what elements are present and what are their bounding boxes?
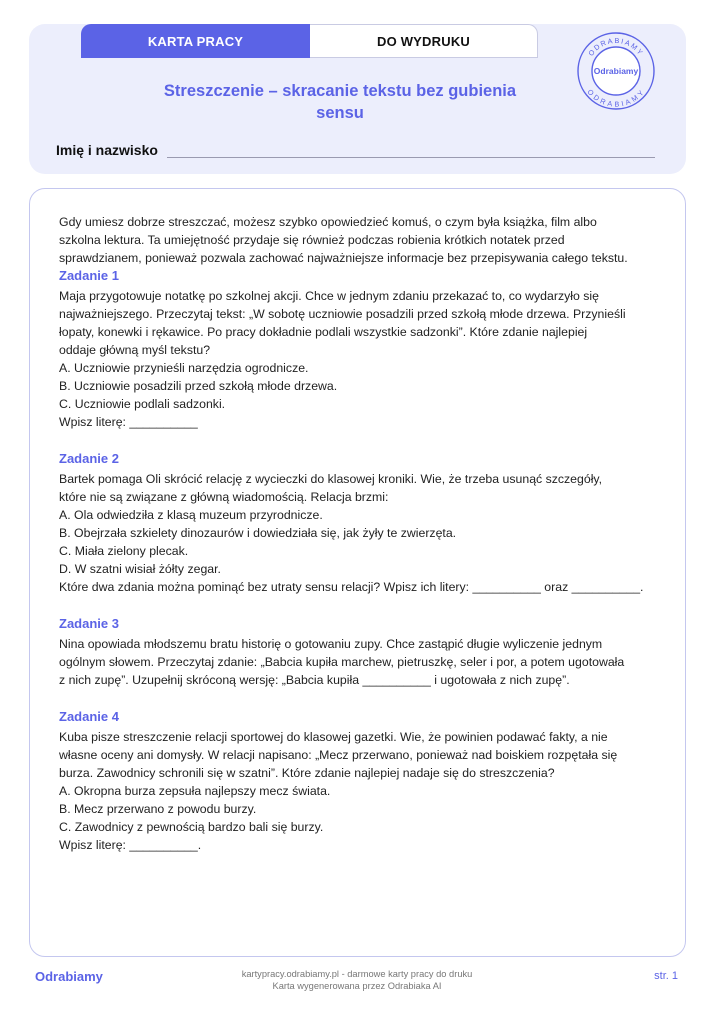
name-input-line[interactable] <box>167 157 655 158</box>
footer-url-text: kartypracy.odrabiamy.pl - darmowe karty pracy do druku <box>241 969 473 979</box>
task-line: łopaty, konewki i rękawice. Po pracy dokładnie podlali wszystkie sadzonki”. Które zdanie najlepiej <box>59 325 588 339</box>
answer-option: D. W szatni wisiał żółty zegar. <box>59 562 221 576</box>
answer-option: B. Mecz przerwano z powodu burzy. <box>59 802 257 816</box>
tab-worksheet[interactable]: KARTA PRACY <box>81 24 310 58</box>
task-line: burza. Zawodnicy schronili się w szatni”. Które zdanie najlepiej nadaje się do streszczenia? <box>59 766 555 780</box>
task-heading: Zadanie 3 <box>59 616 119 631</box>
task-heading: Zadanie 1 <box>59 268 119 283</box>
task-line: własne oceny ani domysły. W relacji napisano: „Mecz przerwano, ponieważ nad boiskiem rozpętała się <box>59 748 618 762</box>
answer-blank[interactable]: Wpisz literę: __________. <box>59 838 202 852</box>
intro-line: sprawdzianem, ponieważ pozwala zachować najważniejsze informacje bez przepisywania całego tekstu. <box>59 251 628 265</box>
answer-option: A. Okropna burza zepsuła najlepszy mecz świata. <box>59 784 331 798</box>
answer-option: B. Uczniowie posadzili przed szkołą młode drzewa. <box>59 379 338 393</box>
task-heading: Zadanie 2 <box>59 451 119 466</box>
answer-blank[interactable]: z nich zupę”. Uzupełnij skróconą wersję: „Babcia kupiła __________ i ugotowała z nich zupę”. <box>59 673 570 687</box>
task-1 <box>59 267 659 431</box>
task-4 <box>59 708 659 854</box>
intro-line: szkolna lektura. Ta umiejętność przydaje się również podczas robienia krótkich notatek przed <box>59 233 565 247</box>
answer-option: C. Miała zielony plecak. <box>59 544 189 558</box>
task-line: ogólnym słowem. Przeczytaj zdanie: „Babcia kupiła marchew, pietruszkę, seler i por, a potem ugotowała <box>59 655 625 669</box>
page-title-line-2: sensu <box>316 104 364 122</box>
answer-blank[interactable]: Które dwa zdania można pominąć bez utraty sensu relacji? Wpisz ich litery: __________ oraz __________. <box>59 580 644 594</box>
answer-option: A. Ola odwiedziła z klasą muzeum przyrodnicze. <box>59 508 323 522</box>
task-3 <box>59 615 659 689</box>
task-line: najważniejszego. Przeczytaj tekst: „W sobotę uczniowie posadzili przed szkołą młode drzewa. Przynieśli <box>59 307 626 321</box>
task-line: Bartek pomaga Oli skrócić relację z wycieczki do klasowej kroniki. Wie, że trzeba usunąć szczegóły, <box>59 472 603 486</box>
page-title <box>160 80 520 124</box>
task-2 <box>59 450 659 596</box>
answer-option: C. Uczniowie podlali sadzonki. <box>59 397 226 411</box>
stamp-top-text: ODRABIAMY <box>586 35 646 58</box>
odrabiamy-stamp-logo <box>576 31 656 111</box>
stamp-center-text: Odrabiamy <box>593 66 639 76</box>
answer-option: B. Obejrzała szkielety dinozaurów i dowiedziała się, jak żyły te zwierzęta. <box>59 526 457 540</box>
intro-paragraph <box>59 213 659 267</box>
tab-print[interactable]: DO WYDRUKU <box>310 24 538 58</box>
footer-generated-text: Karta wygenerowana przez Odrabiaka AI <box>272 981 442 991</box>
task-line: Nina opowiada młodszemu bratu historię o gotowaniu zupy. Chce zastąpić długie wyliczenie jednym <box>59 637 603 651</box>
answer-blank[interactable]: Wpisz literę: __________ <box>59 415 198 429</box>
task-line: które nie są związane z główną wiadomością. Relacja brzmi: <box>59 490 389 504</box>
footer-info <box>200 968 514 992</box>
footer-brand: Odrabiamy <box>35 969 103 984</box>
task-line: oddaje główną myśl tekstu? <box>59 343 211 357</box>
stamp-bottom-text: ODRABIAMY <box>585 87 647 109</box>
page-number: str. 1 <box>654 970 678 982</box>
page-title-line-1: Streszczenie – skracanie tekstu bez gubienia <box>163 82 517 100</box>
intro-line: Gdy umiesz dobrze streszczać, możesz szybko opowiedzieć komuś, o czym była książka, film albo <box>59 215 597 229</box>
worksheet-content <box>59 213 659 873</box>
task-line: Kuba pisze streszczenie relacji sportowej do klasowej gazetki. Wie, że powinien podawać fakty, a nie <box>59 730 608 744</box>
answer-option: A. Uczniowie przynieśli narzędzia ogrodnicze. <box>59 361 309 375</box>
task-heading: Zadanie 4 <box>59 709 119 724</box>
name-label: Imię i nazwisko <box>56 142 158 158</box>
task-line: Maja przygotowuje notatkę po szkolnej akcji. Chce w jednym zdaniu przekazać to, co wydarzyło się <box>59 289 599 303</box>
answer-option: C. Zawodnicy z pewnością bardzo bali się burzy. <box>59 820 324 834</box>
